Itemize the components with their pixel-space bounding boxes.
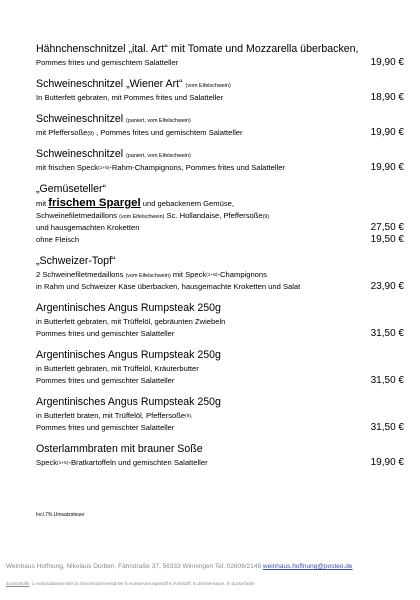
dish-text: Schweinefiletmedaillons xyxy=(36,211,120,220)
dish-note: (9) xyxy=(87,131,94,137)
dish-description xyxy=(36,316,406,328)
dish-description xyxy=(36,127,406,139)
dish-description xyxy=(36,281,406,293)
dish-price: 27,50 € xyxy=(370,222,404,233)
footer-email-link[interactable]: weinhaus.hoffnung@posteo.de xyxy=(262,563,353,570)
dish-text: Schweineschnitzel „Wiener Art“ xyxy=(36,78,186,90)
dish-description xyxy=(36,210,406,222)
dish-description xyxy=(36,197,406,210)
dish-price: 19,90 € xyxy=(370,457,404,468)
additives-label: Zusatzstoffe xyxy=(6,581,30,586)
dish-title xyxy=(36,77,406,92)
dish-price: 31,50 € xyxy=(370,422,404,433)
dish-text: Schweineschnitzel xyxy=(36,148,127,160)
dish-price: 23,90 € xyxy=(370,281,404,292)
dish-text: Argentinisches Angus Rumpsteak 250g xyxy=(36,349,221,361)
dish-note: (1+5) xyxy=(98,166,110,171)
dish-title xyxy=(36,442,406,457)
dish-text: mit brauner Soße xyxy=(120,443,203,455)
dish-text: „Schweizer-Topf“ xyxy=(36,255,116,267)
dish-description xyxy=(36,363,406,375)
dish-note: (9), xyxy=(185,414,193,419)
footer-address-text: Weinhaus Hoffnung, Nikolaus Durben, Fährstraße 37, 56333 Winningen Tel.:02606/2149 xyxy=(6,563,263,570)
dish-text: In Butterfett gebraten, mit Pommes frites und Salatteller xyxy=(36,93,223,102)
dish-text: -Bratkartoffeln und gemischten Salatteller xyxy=(68,458,208,467)
dish-description xyxy=(36,410,406,422)
dish-text: „Gemüseteller“ xyxy=(36,183,107,195)
dish-description xyxy=(36,457,406,469)
dish-title xyxy=(36,112,406,127)
dish-text: -Rahm-Champignons, Pommes frites und Salatteller xyxy=(109,163,285,172)
dish-text: mit xyxy=(36,199,49,208)
dish-text: 2 Schweinefiletmedaillons xyxy=(36,270,126,279)
footer-address xyxy=(6,563,353,570)
dish-note: (paniert, vom Eifelschwein) xyxy=(126,153,191,159)
dish-description xyxy=(36,57,406,69)
dish-note: (1+5) xyxy=(206,273,218,278)
dish-text: Pommes frites und gemischter Salatteller xyxy=(36,329,175,338)
dish-text: Osterlammbraten xyxy=(36,443,121,455)
dish-text: Pommes frites und gemischtem Salatteller xyxy=(36,58,179,67)
dish-note: (9) xyxy=(262,214,270,220)
dish-note: (vom Eifelschwein) xyxy=(185,83,231,89)
dish-description xyxy=(36,328,406,340)
menu-item-pfeffersosse xyxy=(36,112,406,139)
dish-description xyxy=(36,422,406,434)
dish-title xyxy=(36,254,406,269)
dish-text: Hähnchenschnitzel „ital. Art“ xyxy=(36,43,171,55)
dish-text: in Butterfett gebraten, mit Trüffelöl, Kräuterbutter xyxy=(36,364,199,373)
menu-item-schweizer-topf xyxy=(36,254,406,293)
menu-item-haehnchenschnitzel xyxy=(36,42,406,69)
dish-title xyxy=(36,147,406,162)
dish-description xyxy=(36,222,406,234)
dish-price: 31,50 € xyxy=(370,375,404,386)
dish-text: Argentinisches Angus Rumpsteak 250g xyxy=(36,396,221,408)
dish-price: 19,50 € xyxy=(370,234,404,245)
dish-price: 31,50 € xyxy=(370,328,404,339)
dish-price: 19,90 € xyxy=(370,57,404,68)
dish-text: mit Tomate und Mozzarella überbacken, xyxy=(170,43,359,55)
dish-text: mit frischen Speck xyxy=(36,163,99,172)
dish-note: (vom Eifelschwein) xyxy=(119,214,165,220)
dish-description xyxy=(36,92,406,104)
tax-note: Incl.7% Umsatzsteuer xyxy=(36,512,85,518)
menu-item-osterlammbraten xyxy=(36,442,406,469)
menu-list xyxy=(36,42,406,477)
dish-text: in Butterfett braten, mit Trüffelöl, Pfeffersoße xyxy=(36,411,186,420)
menu-item-rumpsteak-2 xyxy=(36,348,406,387)
dish-text: Schweineschnitzel xyxy=(36,113,127,125)
dish-title xyxy=(36,395,406,410)
additives-note xyxy=(6,581,255,586)
dish-price: 18,90 € xyxy=(370,92,404,103)
dish-text: Sc. Hollandaise, Pfeffersoße xyxy=(164,211,263,220)
dish-text: in Butterfett gebraten, mit Trüffelöl, gebräunten Zwiebeln xyxy=(36,317,226,326)
dish-text: in Rahm und Schweizer Käse überbacken, hausgemachte Kroketten und Salat xyxy=(36,282,301,291)
menu-item-rumpsteak-3 xyxy=(36,395,406,434)
dish-text: frischem Spargel xyxy=(48,197,141,209)
dish-price: 19,90 € xyxy=(370,162,404,173)
dish-text: Speck xyxy=(36,458,58,467)
dish-text: -Champignons xyxy=(217,270,267,279)
menu-item-gemueseteller xyxy=(36,182,406,246)
dish-note: (paniert, vom Eifelschwein) xyxy=(126,118,191,124)
dish-price: 19,90 € xyxy=(370,127,404,138)
dish-text: Pommes frites und gemischter Salatteller xyxy=(36,376,175,385)
dish-description xyxy=(36,375,406,387)
dish-text: und hausgemachten Kroketten xyxy=(36,223,140,232)
dish-description xyxy=(36,269,406,281)
dish-note: (vom Eifelschwein) xyxy=(125,273,171,279)
dish-note: (1+5) xyxy=(57,461,69,466)
dish-text: Pommes frites und gemischter Salatteller xyxy=(36,423,175,432)
dish-title xyxy=(36,301,406,316)
dish-text: und gebackenem Gemüse, xyxy=(140,199,234,208)
dish-title xyxy=(36,182,406,197)
dish-text: Argentinisches Angus Rumpsteak 250g xyxy=(36,302,221,314)
dish-description xyxy=(36,162,406,174)
menu-item-rumpsteak-1 xyxy=(36,301,406,340)
dish-description xyxy=(36,234,406,246)
menu-item-wiener-art xyxy=(36,77,406,104)
additives-text: : 1=Antioxidationsmittel 3=Geschmacksverstärker 5=Konservierungsstoff 6=Farbstoff, 8=Zitronensäure, 9=Zuckerfarbe xyxy=(29,581,255,586)
menu-item-champignons xyxy=(36,147,406,174)
dish-title xyxy=(36,348,406,363)
dish-text: , Pommes frites und gemischtem Salatteller xyxy=(93,128,243,137)
dish-text: mit Pfeffersoße xyxy=(36,128,88,137)
dish-text: mit Speck xyxy=(170,270,207,279)
dish-text: ohne Fleisch xyxy=(36,235,80,244)
dish-title xyxy=(36,42,406,57)
